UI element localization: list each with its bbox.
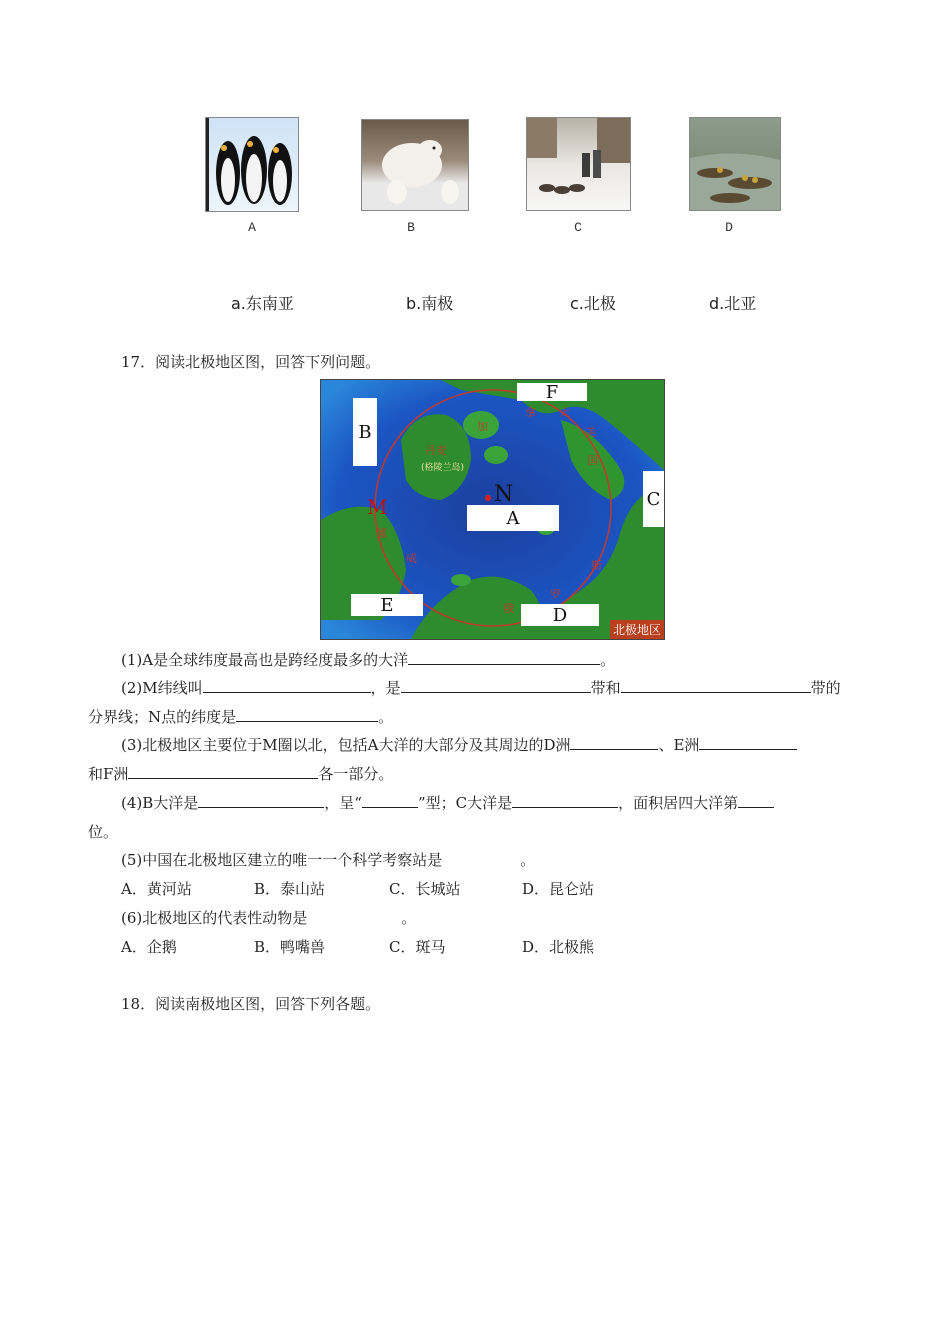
q17-part4-text-d: ，面积居四大洋第 — [618, 794, 739, 812]
photo-dog-sled — [526, 117, 631, 211]
q17-part4-blank-2[interactable] — [362, 793, 418, 808]
q17-part4 — [121, 793, 774, 813]
q17-part2 — [121, 678, 841, 698]
q17-part2-text-b: ，是 — [370, 679, 401, 697]
region-option-b: b.南极 — [406, 294, 454, 313]
map-char-luo: 罗 — [550, 588, 561, 601]
map-char-e: 俄 — [503, 602, 514, 615]
map-char-na: 拿 — [525, 406, 536, 419]
region-option-a: a.东南亚 — [231, 294, 294, 313]
photo-caption-a: A — [248, 220, 256, 235]
q17-part1-end: 。 — [600, 651, 616, 669]
q17-part2-cont — [88, 707, 393, 727]
dog-sled-icon — [527, 118, 630, 210]
map-label-d: D — [521, 604, 599, 626]
map-char-guo: 国 — [587, 454, 598, 467]
region-option-c: c.北极 — [570, 294, 616, 313]
q17-part4-blank-4[interactable] — [738, 793, 774, 808]
q17-part4-cont: 位。 — [88, 823, 119, 841]
q17-part3-text-c: 和F洲 — [88, 765, 129, 783]
map-char-si: 斯 — [591, 559, 602, 572]
q17-part5-option-a[interactable]: A．黄河站 — [121, 880, 192, 898]
map-label-a: A — [467, 505, 559, 531]
q17-part5-option-c[interactable]: C．长城站 — [389, 880, 461, 898]
map-char-mei: 美 — [585, 426, 596, 439]
q17-part2-blank-2[interactable] — [401, 678, 591, 693]
q17-part3-blank-1[interactable] — [570, 735, 658, 750]
q17-part5-end: 。 — [520, 851, 536, 869]
q17-part2-text-e: 分界线；N点的纬度是 — [88, 708, 237, 726]
photo-caption-d: D — [725, 220, 733, 235]
map-label-f: F — [517, 383, 587, 401]
map-label-n: N — [494, 482, 514, 507]
q17-part3-text-b: 、E洲 — [658, 736, 700, 754]
q17-part2-text-d: 带的 — [810, 679, 841, 697]
q17-part2-blank-3[interactable] — [621, 678, 811, 693]
q17-part4-blank-1[interactable] — [198, 793, 324, 808]
photo-polar-bears — [361, 119, 469, 211]
q17-part2-text-c: 带和 — [590, 679, 621, 697]
q17-part5 — [121, 850, 535, 870]
map-island-name: (格陵兰岛) — [421, 463, 465, 473]
q17-part2-blank-1[interactable] — [203, 678, 371, 693]
map-char-wei: 威 — [406, 552, 417, 565]
q17-part5-option-b[interactable]: B．泰山站 — [254, 880, 326, 898]
q17-part6-option-c[interactable]: C．斑马 — [389, 938, 446, 956]
q17-part4-text-a: (4)B大洋是 — [121, 794, 199, 812]
q17-part4-text-c: ”型；C大洋是 — [417, 794, 513, 812]
q17-part6-option-d[interactable]: D．北极熊 — [522, 938, 595, 956]
arctic-map — [320, 379, 665, 640]
q17-part2-text-f: 。 — [378, 708, 394, 726]
region-option-d: d.北亚 — [709, 294, 757, 313]
q17-part1-text: (1)A是全球纬度最高也是跨经度最多的大洋 — [121, 651, 409, 669]
q17-part1-blank[interactable] — [408, 650, 600, 665]
q17-part3-blank-2[interactable] — [699, 735, 797, 750]
map-label-b: B — [353, 398, 377, 466]
map-label-e: E — [351, 594, 423, 616]
map-char-nuo: 挪 — [376, 527, 387, 540]
map-label-c: C — [643, 471, 664, 527]
q17-part1 — [121, 650, 615, 670]
q17-part3-text-d: 各一部分。 — [318, 765, 394, 783]
q17-part6-option-b[interactable]: B．鸭嘴兽 — [254, 938, 326, 956]
question-18-title: 18．阅读南极地区图，回答下列各题。 — [121, 995, 381, 1013]
q17-part6-text: (6)北极地区的代表性动物是 — [121, 909, 308, 927]
map-island-country: 丹麦 — [425, 444, 447, 457]
map-char-da: 大 — [559, 406, 570, 419]
q17-part6-option-a[interactable]: A．企鹅 — [121, 938, 177, 956]
q17-part6-end: 。 — [401, 909, 417, 927]
q17-part4-blank-3[interactable] — [512, 793, 618, 808]
q17-part3-text-a: (3)北极地区主要位于M圈以北，包括A大洋的大部分及其周边的D洲 — [121, 736, 571, 754]
map-char-jia: 加 — [477, 420, 488, 433]
photo-boat-market — [689, 117, 781, 211]
map-label-m: M — [367, 495, 388, 519]
photo-caption-c: C — [574, 220, 582, 235]
photo-caption-b: B — [407, 220, 415, 235]
q17-part6 — [121, 908, 416, 928]
q17-part2-blank-4[interactable] — [236, 707, 378, 722]
q17-part3-cont — [88, 764, 393, 784]
q17-part2-text-a: (2)M纬线叫 — [121, 679, 203, 697]
polar-bear-icon — [362, 120, 468, 210]
penguins-icon — [206, 118, 298, 211]
map-corner-title: 北极地区 — [610, 620, 664, 639]
q17-part3 — [121, 735, 797, 755]
q17-part5-option-d[interactable]: D．昆仑站 — [522, 880, 595, 898]
q17-part5-text: (5)中国在北极地区建立的唯一一个科学考察站是 — [121, 851, 443, 869]
question-17-title: 17．阅读北极地区图，回答下列问题。 — [121, 353, 381, 371]
q17-part3-blank-3[interactable] — [128, 764, 318, 779]
q17-part4-text-b: ，呈“ — [324, 794, 362, 812]
photo-penguins — [205, 117, 299, 212]
boat-market-icon — [690, 118, 780, 210]
